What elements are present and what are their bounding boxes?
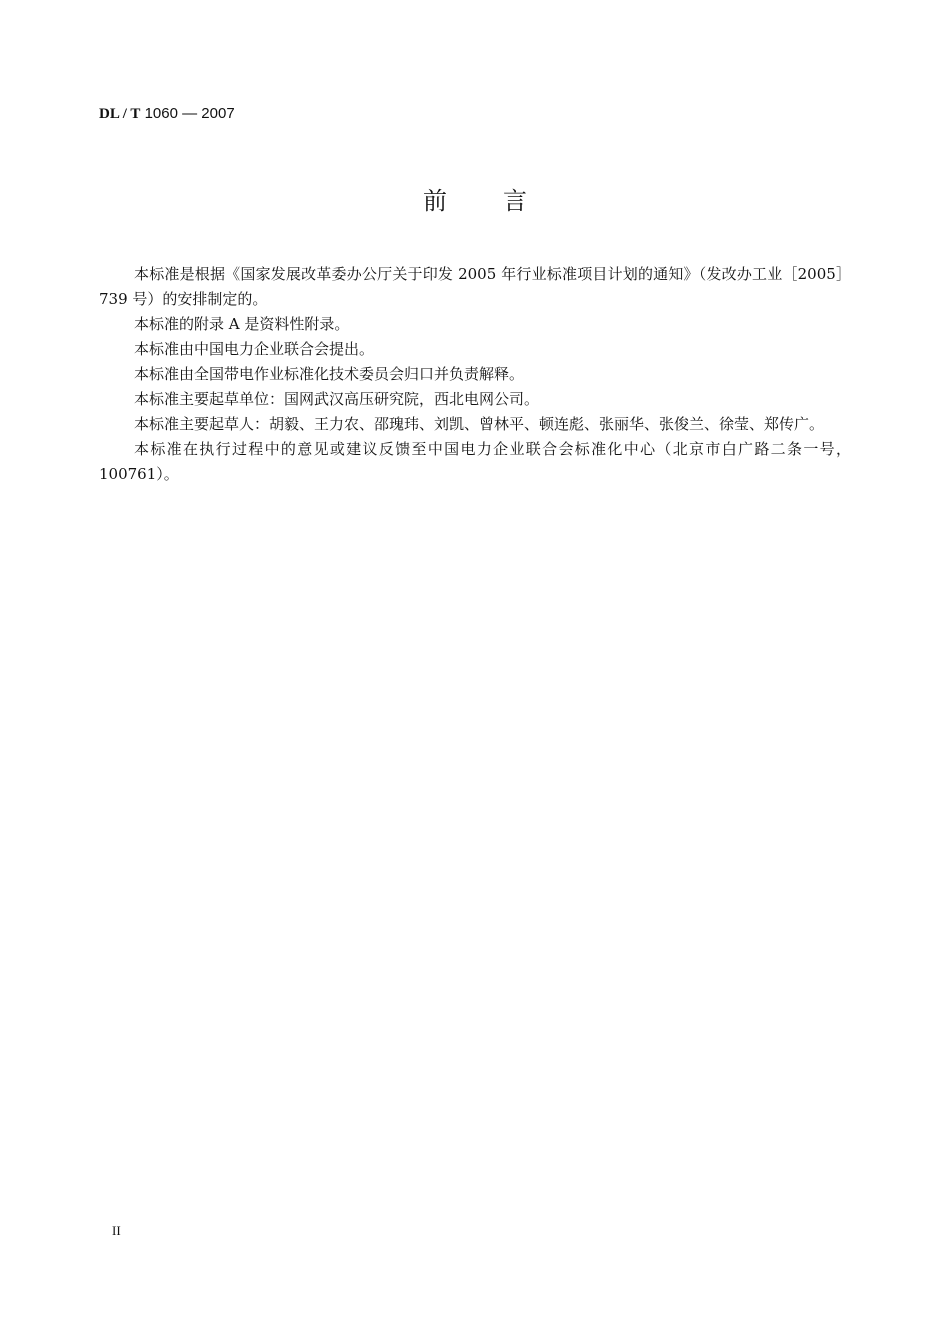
paragraph: 本标准在执行过程中的意见或建议反馈至中国电力企业联合会标准化中心（北京市白广路二条一号，100761）。 bbox=[99, 440, 851, 483]
paragraph: 本标准主要起草单位：国网武汉高压研究院，西北电网公司。 bbox=[134, 390, 540, 408]
standard-code-number: 1060 — 2007 bbox=[140, 105, 235, 122]
standard-code-prefix: DL / T bbox=[99, 106, 141, 122]
standard-code-header bbox=[99, 104, 235, 124]
paragraph: 本标准主要起草人：胡毅、王力农、邵瑰玮、刘凯、曾林平、顿连彪、张丽华、张俊兰、徐莹、郑传广。 bbox=[134, 415, 825, 433]
paragraph: 本标准由中国电力企业联合会提出。 bbox=[134, 340, 375, 358]
foreword-body bbox=[99, 262, 851, 487]
paragraph: 本标准是根据《国家发展改革委办公厅关于印发 2005 年行业标准项目计划的通知》（发改办工业［2005］739 号）的安排制定的。 bbox=[99, 265, 851, 308]
page-title: 前言 bbox=[423, 187, 583, 215]
paragraph: 本标准的附录 A 是资料性附录。 bbox=[134, 315, 350, 333]
page-number: II bbox=[112, 1223, 121, 1238]
paragraph: 本标准由全国带电作业标准化技术委员会归口并负责解释。 bbox=[134, 365, 525, 383]
